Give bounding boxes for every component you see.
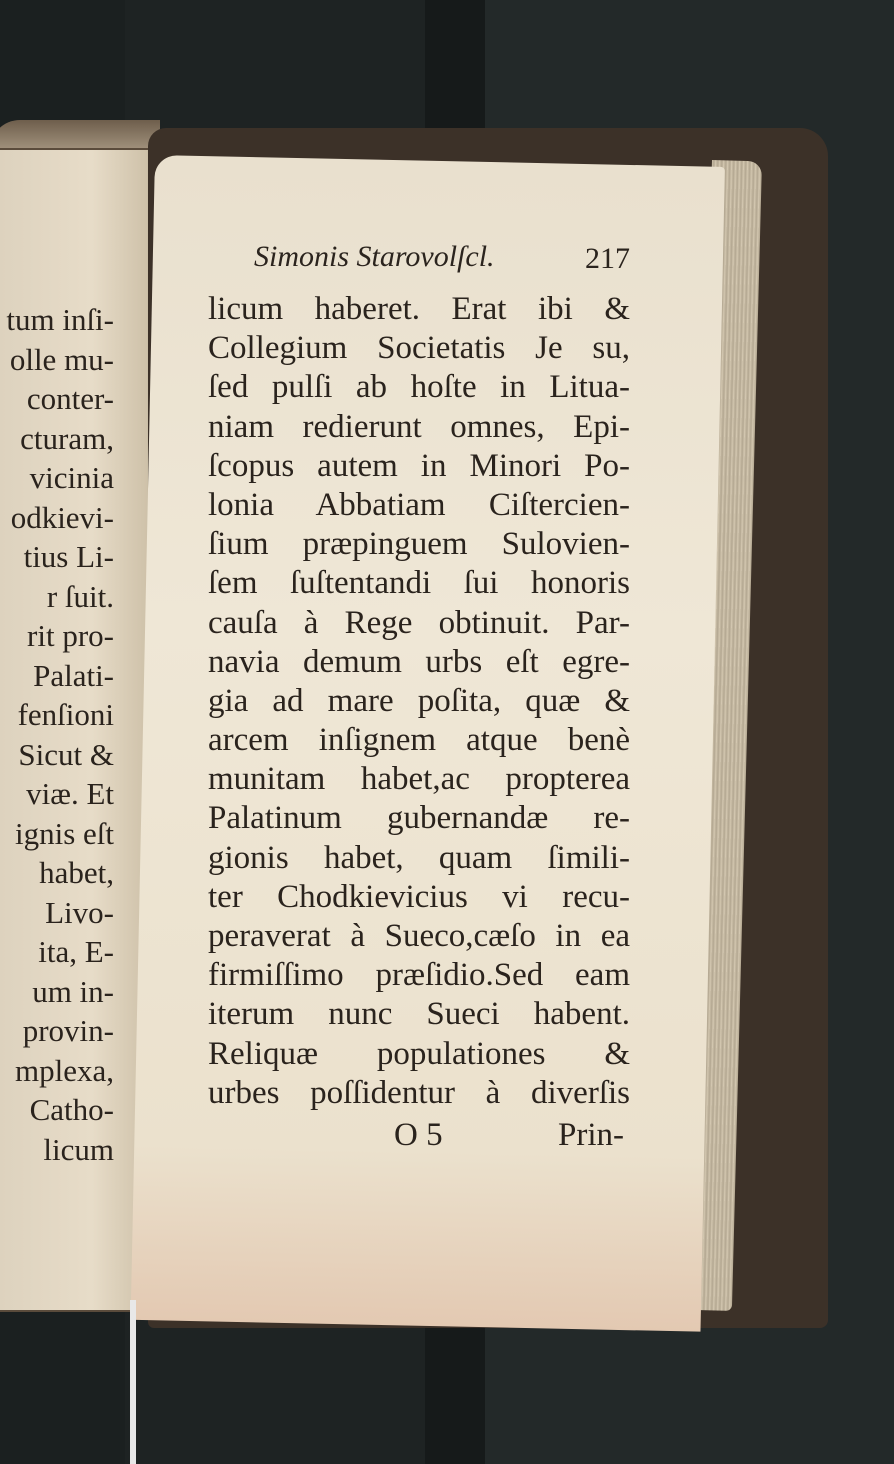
- text-line: munitam habet,ac propterea: [208, 761, 630, 798]
- left-line: rit pro-: [27, 618, 114, 653]
- signature-mark: O 5: [394, 1116, 443, 1153]
- left-line: cturam,: [20, 420, 114, 456]
- left-line: tum inſi-: [6, 302, 114, 337]
- text-line: licum haberet. Erat ibi &: [208, 291, 630, 327]
- text-line: navia demum urbs eſt egre-: [208, 643, 630, 680]
- text-line: Collegium Societatis Je su,: [208, 330, 630, 367]
- left-line: Sicut &: [18, 736, 114, 772]
- left-line: vicinia: [29, 460, 114, 495]
- left-line: tius Li-: [23, 539, 114, 574]
- left-line: r ſuit.: [46, 578, 114, 614]
- text-line: ſcopus autem in Minori Po-: [208, 447, 630, 484]
- catchword: Prin-: [558, 1116, 624, 1153]
- text-line: Palatinum gubernandæ re-: [208, 800, 630, 837]
- text-line: firmiſſimo præſidio.Sed eam: [208, 957, 630, 994]
- left-line: odkievi-: [10, 499, 114, 535]
- left-line: Palati-: [33, 657, 114, 693]
- left-line: ita, E-: [38, 934, 114, 969]
- text-line: iterum nunc Sueci habent.: [208, 996, 630, 1033]
- left-line: olle mu-: [9, 341, 114, 377]
- page-number: 217: [585, 242, 630, 275]
- text-line: urbes poſſidentur à diverſis: [208, 1074, 630, 1111]
- text-line: lonia Abbatiam Ciſtercien-: [208, 486, 630, 523]
- text-line: ſem ſuſtentandi ſui honoris: [208, 565, 630, 602]
- text-line: gia ad mare poſita, quæ &: [208, 682, 630, 719]
- text-line: peraverat à Sueco,cæſo in ea: [208, 918, 630, 954]
- left-line: um in-: [32, 973, 114, 1009]
- running-head: [198, 240, 638, 290]
- left-line: ignis eſt: [14, 815, 114, 851]
- background-light-strip: [130, 1300, 136, 1464]
- text-line: ſed pulſi ab hoſte in Litua-: [208, 369, 630, 406]
- left-line: viæ. Et: [26, 776, 114, 811]
- right-page-text: [198, 240, 638, 1161]
- page-footer: [198, 1117, 638, 1161]
- text-line: niam redierunt omnes, Epi-: [208, 408, 630, 445]
- left-line: conter-: [26, 381, 114, 416]
- running-title: Simonis Starovolſcl.: [254, 240, 495, 273]
- left-line: Catho-: [29, 1092, 114, 1127]
- left-line: provin-: [22, 1013, 114, 1048]
- left-page-text: [0, 300, 114, 1169]
- text-line: Reliquæ populationes &: [208, 1035, 630, 1072]
- text-line: ter Chodkievicius vi recu-: [208, 878, 630, 915]
- left-line: mplexa,: [15, 1052, 114, 1088]
- text-line: arcem inſignem atque benè: [208, 722, 630, 759]
- left-line: habet,: [39, 855, 114, 890]
- left-line: licum: [43, 1131, 114, 1167]
- text-line: ſium præpinguem Sulovien-: [208, 526, 630, 563]
- left-line: Livo-: [45, 894, 114, 930]
- text-line: gionis habet, quam ſimili-: [208, 839, 630, 876]
- left-line: fenſioni: [17, 697, 114, 732]
- text-line: cauſa à Rege obtinuit. Par-: [208, 604, 630, 641]
